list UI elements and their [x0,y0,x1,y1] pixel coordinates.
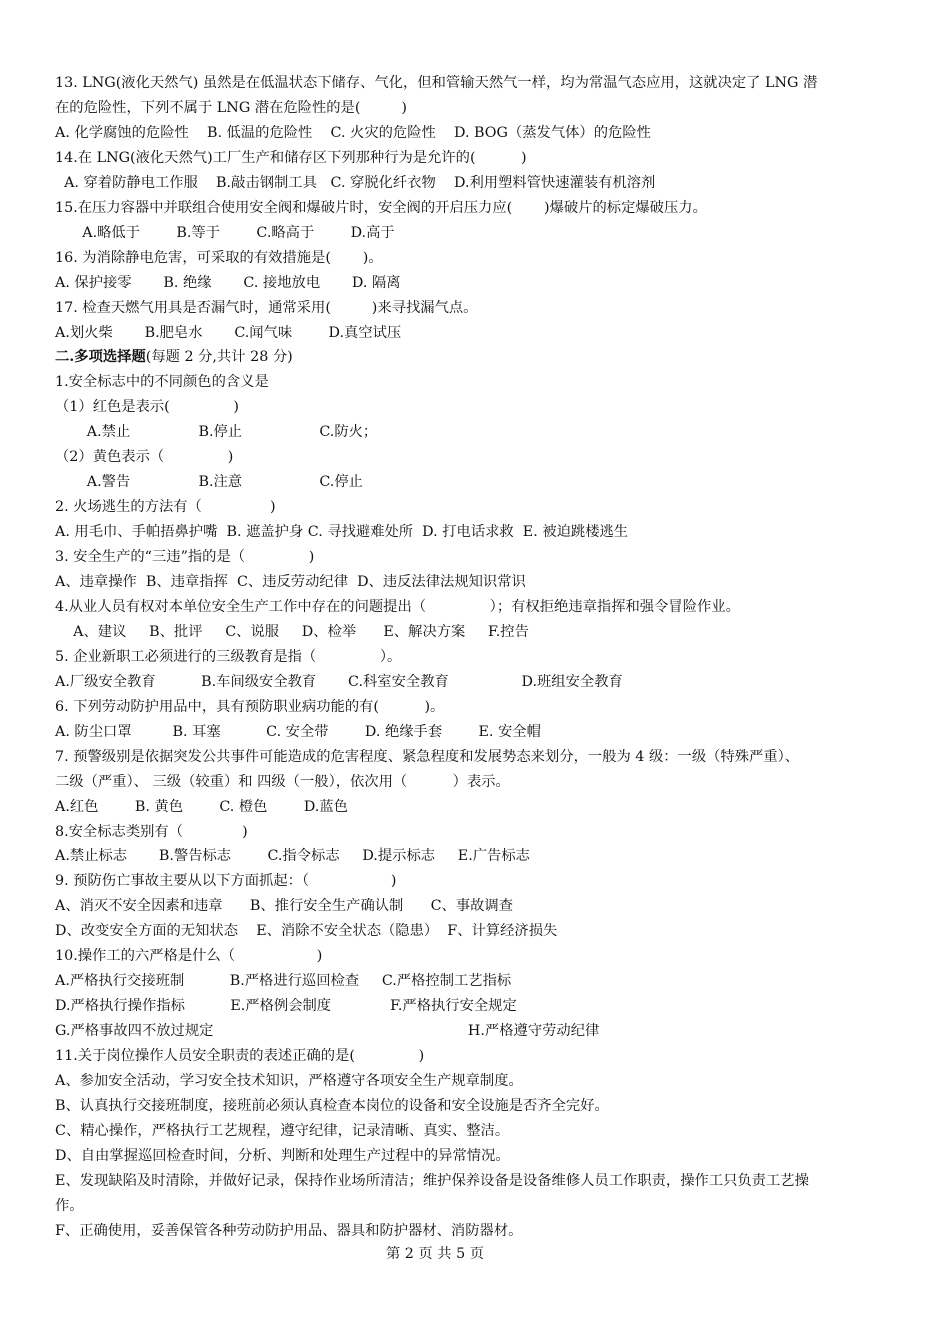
text-line: 14.在 LNG(液化天然气)工厂生产和储存区下列那种行为是允许的( ) [55,149,527,166]
text-line: E、发现缺陷及时清除，并做好记录，保持作业场所清洁；维护保养设备是设备维修人员工作职责，操作工只负责工艺操 [55,1172,809,1189]
text-line: A.禁止 B.停止 C.防火； [55,424,378,441]
text-line: 6. 下列劳动防护用品中，具有预防职业病功能的有( )。 [55,698,445,715]
text-line: A.厂级安全教育 B.车间级安全教育 C.科室安全教育 D.班组安全教育 [55,673,623,690]
text-line: 10.操作工的六严格是什么（ ) [55,948,323,965]
text-line: 4.从业人员有权对本单位安全生产工作中存在的问题提出（ ）；有权拒绝违章指挥和强令冒险作业。 [55,598,740,615]
text-line: A、建议 B、批评 C、说服 D、检举 E、解决方案 F.控告 [55,623,529,640]
text-line: F、正确使用，妥善保管各种劳动防护用品、器具和防护器材、消防器材。 [55,1222,523,1239]
text-line: 15.在压力容器中并联组合使用安全阀和爆破片时，安全阀的开启压力应( )爆破片的标定爆破压力。 [55,199,707,216]
text-line: 5. 企业新职工必须进行的三级教育是指（ ）。 [55,648,402,665]
text-line: 1.安全标志中的不同颜色的含义是 [55,374,269,391]
text-line: C、精心操作，严格执行工艺规程，遵守纪律，记录清晰、真实、整洁。 [55,1122,510,1139]
section-heading [55,347,293,367]
text-line: 作。 [55,1197,84,1214]
text-line: D.严格执行操作指标 E.严格例会制度 F.严格执行安全规定 [55,998,517,1015]
text-line: 二级（严重）、 三级（较重）和 四级（一般），依次用（ ）表示。 [55,773,510,790]
text-line: A. 穿着防静电工作服 B.敲击钢制工具 C. 穿脱化纤衣物 D.利用塑料管快速灌装有机溶剂 [55,174,656,191]
text-line: A. 保护接零 B. 绝缘 C. 接地放电 D. 隔离 [55,274,401,291]
text-line: 13. LNG(液化天然气) 虽然是在低温状态下储存、气化，但和管输天然气一样，均为常温气态应用，这就决定了 LNG 潜 [55,75,818,91]
text-line: A.警告 B.注意 C.停止 [55,474,363,491]
page-footer: 第 2 页 共 5 页 [385,1246,485,1262]
text-line: A、消灭不安全因素和违章 B、推行安全生产确认制 C、事故调查 [55,898,514,915]
text-line: A、违章操作 B、违章指挥 C、违反劳动纪律 D、违反法律法规知识常识 [55,574,526,590]
text-line: 7. 预警级别是依据突发公共事件可能造成的危害程度、紧急程度和发展势态来划分，一般为 4 级：一级（特殊严重）、 [55,748,800,765]
text-line: A. 化学腐蚀的危险性 B. 低温的危险性 C. 火灾的危险性 D. BOG（蒸发气体）的危险性 [55,124,651,141]
text-line: D、自由掌握巡回检查时间，分析、判断和处理生产过程中的异常情况。 [55,1147,510,1164]
section-heading-scoring: (每题 2 分,共计 28 分) [145,349,293,366]
text-line: 2. 火场逃生的方法有（ ) [55,499,276,516]
text-line: 11.关于岗位操作人员安全职责的表述正确的是( ) [55,1048,425,1065]
text-line: D、改变安全方面的无知状态 E、消除不安全状态（隐患） F、计算经济损失 [55,923,558,940]
text-line: 8.安全标志类别有（ ) [55,823,248,840]
text-line: A.严格执行交接班制 B.严格进行巡回检查 C.严格控制工艺指标 [55,973,512,990]
text-line: （1）红色是表示( ) [55,399,239,416]
text-line: 16. 为消除静电危害，可采取的有效措施是( )。 [55,249,383,266]
text-line: A.略低于 B.等于 C.略高于 D.高于 [55,224,395,241]
text-line: A. 防尘口罩 B. 耳塞 C. 安全带 D. 绝缘手套 E. 安全帽 [55,723,541,740]
text-line: A、参加安全活动，学习安全技术知识，严格遵守各项安全生产规章制度。 [55,1073,523,1089]
text-line: 在的危险性，下列不属于 LNG 潜在危险性的是( ) [55,99,407,116]
text-line: A. 用毛巾、手帕捂鼻护嘴 B. 遮盖护身 C. 寻找避难处所 D. 打电话求救 E. 被迫跳楼逃生 [55,524,629,541]
text-line: 3. 安全生产的“三违”指的是（ ) [55,549,315,566]
text-line: B、认真执行交接班制度，接班前必须认真检查本岗位的设备和安全设施是否齐全完好。 [55,1097,609,1114]
text-line: 9. 预防伤亡事故主要从以下方面抓起：（ ) [55,873,397,890]
text-line: G.严格事故四不放过规定 H.严格遵守劳动纪律 [55,1023,600,1040]
text-line: 17. 检查天燃气用具是否漏气时，通常采用( )来寻找漏气点。 [55,299,478,316]
text-line: A.禁止标志 B.警告标志 C.指令标志 D.提示标志 E.广告标志 [55,848,530,865]
text-line: A.划火柴 B.肥皂水 C.闻气味 D.真空试压 [55,324,402,341]
text-line: A.红色 B. 黄色 C. 橙色 D.蓝色 [55,798,348,815]
text-line: （2）黄色表示（ ) [55,449,234,466]
section-heading-title: 二.多项选择题 [55,349,146,366]
